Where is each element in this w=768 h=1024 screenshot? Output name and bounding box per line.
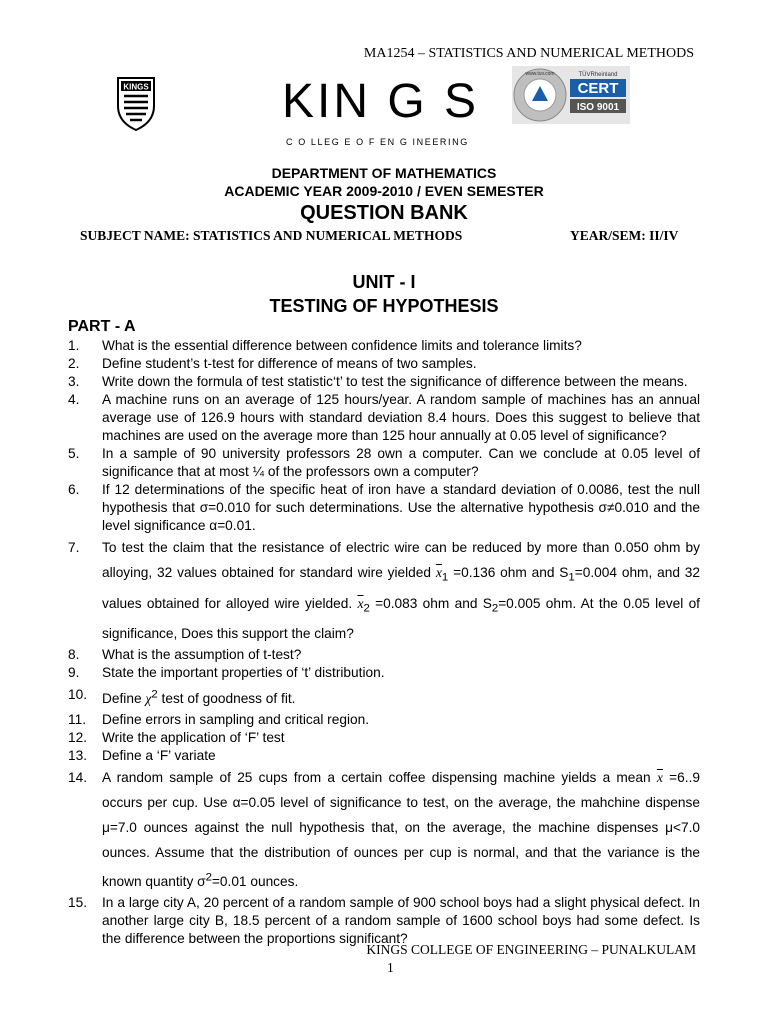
question-text: Define errors in sampling and critical region. xyxy=(102,712,370,728)
question-item xyxy=(68,355,700,373)
question-item xyxy=(68,894,700,948)
cert-badge: CERT xyxy=(577,80,619,97)
question-text: State the important properties of ‘t’ distribution. xyxy=(102,665,385,681)
question-number: 8. xyxy=(68,647,80,663)
question-number: 6. xyxy=(68,482,80,497)
question-text: What is the essential difference between confidence limits and tolerance limits? xyxy=(102,338,582,353)
department-name: DEPARTMENT OF MATHEMATICS xyxy=(271,165,497,181)
question-text: Define student’s t-test for difference of means of two samples. xyxy=(102,356,477,371)
question-number: 15. xyxy=(68,894,88,910)
question-item xyxy=(68,765,700,894)
question-item xyxy=(68,729,700,747)
question-text: Define a ‘F’ variate xyxy=(102,748,216,764)
question-item xyxy=(68,747,700,765)
question-number: 11. xyxy=(68,712,87,728)
question-text: To test the claim that the resistance of electric wire can be reduced by more than 0.050 ohm by alloying, 32 values obtained for standard wire yielded $\overline{x}_1 =0.136$ ohm and $S_1=0.004$ ohm, and 32 values obtained for alloyed wire yielded. $\overline{x}_2 =0.083$ ohm and $S_2=0.005$ ohm. At the 0.05 level of significance, Does this support the claim? xyxy=(102,540,700,642)
year-semester: YEAR/SEM: II/IV xyxy=(570,228,679,243)
question-item xyxy=(68,481,700,535)
question-number: 4. xyxy=(68,392,80,407)
question-text: What is the assumption of t-test? xyxy=(102,647,302,663)
crest-text: KINGS xyxy=(123,82,149,92)
footer-college: KINGS COLLEGE OF ENGINEERING – PUNALKULAM xyxy=(366,942,696,957)
part-heading: PART - A xyxy=(68,318,136,335)
question-item xyxy=(68,373,700,391)
page-number: 1 xyxy=(387,960,394,975)
course-code-header: MA1254 – STATISTICS AND NUMERICAL METHODS xyxy=(363,46,694,61)
unit-label: UNIT - I xyxy=(352,272,416,292)
question-number: 9. xyxy=(68,665,80,681)
question-number: 13. xyxy=(68,748,88,764)
cert-iso: ISO 9001 xyxy=(576,102,620,113)
question-text: A random sample of 25 cups from a certain coffee dispensing machine yields a mean $\overline{x} =6..9$ occurs per cup. Use α=0.05 level of significance to test, on the average, the mahchine dispense μ=7.0 ounces against the null hypothesis that, on the average, the machine dispenses μ<7.0 ounces. Assume that the distribution of ounces per cup is normal, and that the variance is the known quantity $\sigma^2=0.01$ ounces. xyxy=(102,770,700,889)
question-number: 5. xyxy=(68,446,80,461)
college-brand-subtitle: C O LLEG E O F EN G INEERING xyxy=(286,137,469,147)
question-item xyxy=(68,391,700,445)
tuv-iso-certification-logo xyxy=(512,66,630,124)
question-item xyxy=(68,711,700,729)
academic-year: ACADEMIC YEAR 2009-2010 / EVEN SEMESTER xyxy=(224,183,544,199)
document-title: QUESTION BANK xyxy=(300,202,468,224)
question-text: If 12 determinations of the specific heat of iron have a standard deviation of 0.0086, test the null hypothesis that σ=0.010 for such determinations. Use the alternative hypothesis σ≠0.010 and the level significance α=0.01. xyxy=(102,482,700,533)
question-text: In a sample of 90 university professors 28 own a computer. Can we conclude at 0.05 level of significance that at most ¼ of the professors own a computer? xyxy=(102,446,700,479)
question-text: In a large city A, 20 percent of a random sample of 900 school boys had a slight physical defect. In another large city B, 18.5 percent of a random sample of 1600 school boys had some defect. Is the difference between the proportions significant? xyxy=(102,894,700,946)
question-number: 7. xyxy=(68,540,80,555)
question-number: 3. xyxy=(68,374,80,389)
question-text: Write down the formula of test statistic‘t’ to test the significance of difference between the means. xyxy=(102,374,688,389)
question-text: Define $\chi^2$ test of goodness of fit. xyxy=(102,688,296,707)
cert-ring-text: www.tuv.com xyxy=(525,71,555,77)
question-item xyxy=(68,682,700,711)
question-number: 12. xyxy=(68,730,88,746)
question-number: 14. xyxy=(68,770,88,786)
question-number: 2. xyxy=(68,356,80,371)
unit-heading xyxy=(0,270,768,318)
question-list xyxy=(68,337,700,948)
college-brand-name: KIN G S xyxy=(282,75,480,128)
question-item xyxy=(68,535,700,646)
question-text: A machine runs on an average of 125 hours/year. A random sample of machines has an annual average use of 126.9 hours with standard deviation 8.4 hours. Does this suggest to believe that machines are used on the average more than 125 hour annually at 0.05 level of significance? xyxy=(102,392,700,443)
question-item xyxy=(68,664,700,682)
question-item xyxy=(68,337,700,355)
question-number: 1. xyxy=(68,338,80,353)
cert-provider: TÜVRheinland xyxy=(578,72,618,78)
question-item xyxy=(68,646,700,664)
college-crest-logo xyxy=(116,76,156,132)
question-text: Write the application of ‘F’ test xyxy=(102,730,285,746)
subject-name: SUBJECT NAME: STATISTICS AND NUMERICAL METHODS xyxy=(80,228,463,243)
unit-name: TESTING OF HYPOTHESIS xyxy=(269,296,499,316)
question-number: 10. xyxy=(68,687,88,703)
title-block xyxy=(0,164,768,200)
question-item xyxy=(68,445,700,481)
